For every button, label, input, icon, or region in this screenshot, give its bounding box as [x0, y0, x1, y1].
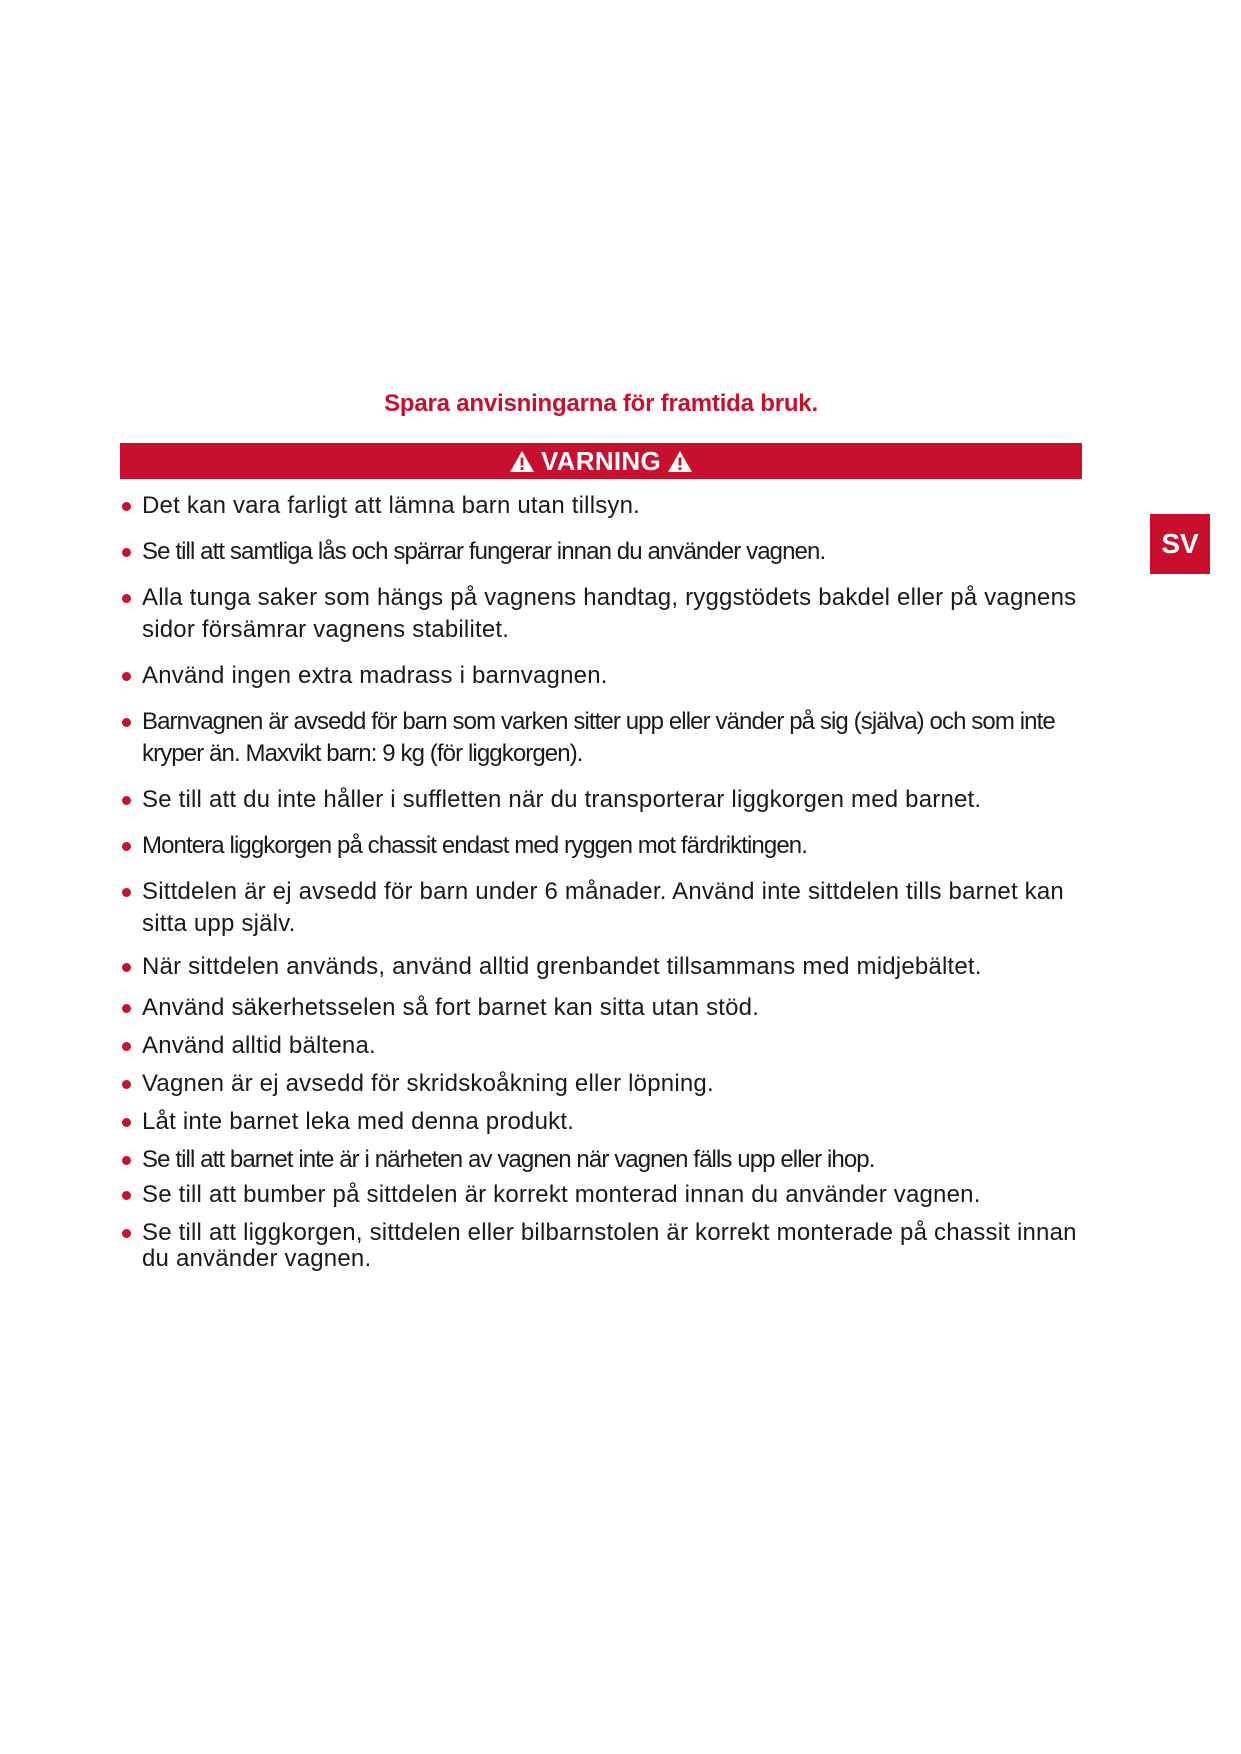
warning-item: Låt inte barnet leka med denna produkt.	[120, 1106, 1100, 1138]
warning-list	[120, 490, 1100, 1284]
warning-item: Sittdelen är ej avsedd för barn under 6 månader. Använd inte sittdelen tills barnet kan sitta upp själv.	[120, 876, 1100, 940]
warning-item: Alla tunga saker som hängs på vagnens handtag, ryggstödets bakdel eller på vagnens sidor försämrar vagnens stabilitet.	[120, 582, 1100, 646]
warning-item: Se till att du inte håller i suffletten när du transporterar liggkorgen med barnet.	[120, 784, 1100, 816]
warning-item: Se till att bumber på sittdelen är korrekt monterad innan du använder vagnen.	[120, 1182, 1100, 1208]
warning-title: VARNING	[540, 445, 662, 476]
warning-item: Vagnen är ej avsedd för skridskoåkning eller löpning.	[120, 1068, 1100, 1100]
warning-item: Montera liggkorgen på chassit endast med ryggen mot färdriktingen.	[120, 830, 1100, 862]
warning-item: Se till att liggkorgen, sittdelen eller bilbarnstolen är korrekt monterade på chassit innan du använder vagnen.	[120, 1220, 1100, 1272]
page-subtitle: Spara anvisningarna för framtida bruk.	[384, 390, 818, 417]
warning-item: När sittdelen används, använd alltid grenbandet tillsammans med midjebältet.	[120, 954, 1100, 980]
warning-item: Använd säkerhetsselen så fort barnet kan sitta utan stöd.	[120, 992, 1100, 1024]
warning-banner	[120, 443, 1082, 479]
warning-item: Se till att samtliga lås och spärrar fungerar innan du använder vagnen.	[120, 536, 1100, 568]
language-tab: SV	[1150, 514, 1210, 574]
warning-item: Använd alltid bältena.	[120, 1030, 1100, 1062]
warning-item: Barnvagnen är avsedd för barn som varken sitter upp eller vänder på sig (själva) och som inte kryper än. Maxvikt barn: 9 kg (för liggkorgen).	[120, 706, 1100, 770]
warning-item: Det kan vara farligt att lämna barn utan tillsyn.	[120, 490, 1100, 522]
warning-item: Använd ingen extra madrass i barnvagnen.	[120, 660, 1100, 692]
warning-triangle-icon	[509, 450, 535, 473]
warning-triangle-icon	[667, 450, 693, 473]
warning-item: Se till att barnet inte är i närheten av vagnen när vagnen fälls upp eller ihop.	[120, 1144, 1100, 1176]
